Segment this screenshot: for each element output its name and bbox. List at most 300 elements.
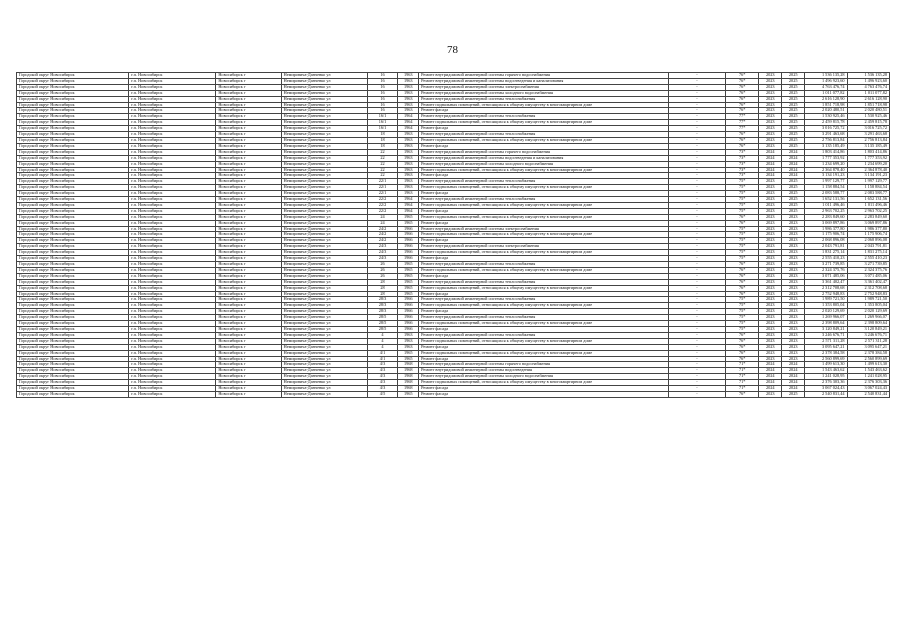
cell-cost-total: 2 364 878,40 (847, 167, 889, 173)
cell-year-end: 2025 (782, 73, 805, 79)
cell-district: Городской округ Новосибирск (17, 167, 129, 173)
cell-work: Ремонт фасада (419, 391, 669, 397)
cell-work: Ремонт фасада (419, 108, 669, 114)
cell-district: Городской округ Новосибирск (17, 179, 129, 185)
cell-year: 1963 (398, 90, 419, 96)
cell-cost-total: 1 986 377,80 (847, 226, 889, 232)
cell-work: Ремонт подвальных помещений, относящихся к общему имуществу в многоквартирном доме (419, 185, 669, 191)
cell-district: Городской округ Новосибирск (17, 185, 129, 191)
cell-cost: 3 095 647,21 (805, 344, 847, 350)
cell-cost-total: 3 069 897,86 (847, 220, 889, 226)
cell-work: Ремонт подвальных помещений, относящихся к общему имуществу в многоквартирном доме (419, 380, 669, 386)
cell-year-start: 2023 (759, 179, 782, 185)
cell-year-end: 2024 (782, 362, 805, 368)
cell-year: 1963 (398, 185, 419, 191)
cell-city: г.п. Новосибирск (129, 232, 216, 238)
cell-town: Новосибирск г (216, 344, 281, 350)
cell-code: 76* (726, 73, 759, 79)
cell-district: Городской округ Новосибирск (17, 291, 129, 297)
cell-work: Ремонт внутридомовой инженерной системы холодного водоснабжения (419, 374, 669, 380)
cell-district: Городской округ Новосибирск (17, 114, 129, 120)
cell-cost-total: 2 378 384,58 (847, 350, 889, 356)
cell-district: Городской округ Новосибирск (17, 149, 129, 155)
cell-year-end: 2024 (782, 149, 805, 155)
cell-code: 75* (726, 297, 759, 303)
cell-year-end: 2023 (782, 250, 805, 256)
cell-work: Ремонт фасада (419, 126, 669, 132)
cell-cost: 2 043 791,81 (805, 244, 847, 250)
cell-town: Новосибирск г (216, 161, 281, 167)
cell-year-end: 2023 (782, 303, 805, 309)
cell-house: 28/3 (367, 309, 398, 315)
cell-year-end: 2024 (782, 380, 805, 386)
cell-street: Немировича-Данченко ул (281, 321, 367, 327)
cell-cost: 2 540 831,44 (805, 391, 847, 397)
cell-district: Городской округ Новосибирск (17, 267, 129, 273)
cell-year-end: 2025 (782, 126, 805, 132)
cell-district: Городской округ Новосибирск (17, 321, 129, 327)
cell-city: г.п. Новосибирск (129, 220, 216, 226)
cell-cost: 1 986 377,80 (805, 226, 847, 232)
cell-cost-total: 2 560 899,69 (847, 356, 889, 362)
cell-code: 76* (726, 344, 759, 350)
cell-cost: 3 246 676,71 (805, 332, 847, 338)
cell-cost-total: 1 652 131,56 (847, 197, 889, 203)
cell-year-start: 2023 (759, 326, 782, 332)
cell-year-start: 2023 (759, 226, 782, 232)
cell-city: г.п. Новосибирск (129, 297, 216, 303)
cell-work: Ремонт фасада (419, 143, 669, 149)
cell-year-end: 2025 (782, 179, 805, 185)
cell-marker: - (668, 309, 725, 315)
cell-cost: 3 067 024,43 (805, 386, 847, 392)
cell-year-end: 2023 (782, 244, 805, 250)
cell-city: г.п. Новосибирск (129, 197, 216, 203)
cell-year-start: 2024 (759, 368, 782, 374)
cell-year-start: 2024 (759, 173, 782, 179)
cell-city: г.п. Новосибирск (129, 380, 216, 386)
cell-city: г.п. Новосибирск (129, 279, 216, 285)
cell-district: Городской округ Новосибирск (17, 161, 129, 167)
cell-code: 75* (726, 315, 759, 321)
cell-city: г.п. Новосибирск (129, 250, 216, 256)
cell-code: 75* (726, 256, 759, 262)
cell-work: Ремонт фасада (419, 309, 669, 315)
cell-year-start: 2023 (759, 244, 782, 250)
cell-house: 4 (367, 332, 398, 338)
cell-marker: - (668, 344, 725, 350)
cell-town: Новосибирск г (216, 297, 281, 303)
cell-marker: - (668, 285, 725, 291)
cell-marker: - (668, 114, 725, 120)
cell-cost: 3 071 485,06 (805, 273, 847, 279)
cell-year-end: 2023 (782, 256, 805, 262)
cell-street: Немировича-Данченко ул (281, 149, 367, 155)
cell-cost-total: 2 616 128,90 (847, 96, 889, 102)
cell-district: Городской округ Новосибирск (17, 90, 129, 96)
cell-work: Ремонт подвальных помещений, относящихся к общему имуществу в многоквартирном доме (419, 338, 669, 344)
cell-cost: 1 536 135,28 (805, 73, 847, 79)
cell-city: г.п. Новосибирск (129, 208, 216, 214)
cell-cost-total: 3 271 739,85 (847, 262, 889, 268)
cell-code: 71* (726, 368, 759, 374)
cell-district: Городской округ Новосибирск (17, 285, 129, 291)
cell-town: Новосибирск г (216, 96, 281, 102)
cell-street: Немировича-Данченко ул (281, 137, 367, 143)
cell-year-end: 2025 (782, 191, 805, 197)
cell-year-end: 2025 (782, 197, 805, 203)
cell-house: 16 (367, 84, 398, 90)
cell-year-start: 2023 (759, 279, 782, 285)
cell-town: Новосибирск г (216, 362, 281, 368)
cell-street: Немировича-Данченко ул (281, 214, 367, 220)
cell-street: Немировича-Данченко ул (281, 374, 367, 380)
cell-year-end: 2024 (782, 161, 805, 167)
cell-city: г.п. Новосибирск (129, 244, 216, 250)
cell-year: 1965 (398, 291, 419, 297)
cell-city: г.п. Новосибирск (129, 185, 216, 191)
cell-district: Городской округ Новосибирск (17, 202, 129, 208)
table-body (17, 73, 890, 398)
cell-cost-total: 3 361 402,47 (847, 279, 889, 285)
cell-house: 4/3 (367, 362, 398, 368)
cell-code: 76* (726, 78, 759, 84)
cell-marker: - (668, 326, 725, 332)
cell-town: Новосибирск г (216, 374, 281, 380)
cell-marker: - (668, 244, 725, 250)
cell-district: Городской округ Новосибирск (17, 309, 129, 315)
cell-cost: 1 158 884,54 (805, 185, 847, 191)
cell-house: 26 (367, 267, 398, 273)
cell-code: 75* (726, 250, 759, 256)
cell-cost: 1 499 613,30 (805, 362, 847, 368)
cell-marker: - (668, 143, 725, 149)
cell-cost: 2 963 702,25 (805, 208, 847, 214)
cell-street: Немировича-Данченко ул (281, 108, 367, 114)
cell-street: Немировича-Данченко ул (281, 356, 367, 362)
cell-cost: 3 135 185,49 (805, 143, 847, 149)
cell-town: Новосибирск г (216, 197, 281, 203)
cell-house: 26 (367, 262, 398, 268)
cell-cost-total: 3 135 185,49 (847, 143, 889, 149)
cell-year-end: 2024 (782, 155, 805, 161)
cell-work: Ремонт внутридомовой инженерной системы теплоснабжения (419, 96, 669, 102)
cell-street: Немировича-Данченко ул (281, 120, 367, 126)
cell-year-end: 2025 (782, 96, 805, 102)
cell-district: Городской округ Новосибирск (17, 368, 129, 374)
cell-marker: - (668, 356, 725, 362)
cell-code: 75* (726, 191, 759, 197)
cell-year-end: 2023 (782, 344, 805, 350)
cell-city: г.п. Новосибирск (129, 155, 216, 161)
cell-street: Немировича-Данченко ул (281, 368, 367, 374)
cell-code: 76* (726, 102, 759, 108)
cell-district: Городской округ Новосибирск (17, 191, 129, 197)
cell-house: 4/1 (367, 356, 398, 362)
cell-district: Городской округ Новосибирск (17, 303, 129, 309)
cell-house: 22/1 (367, 179, 398, 185)
cell-town: Новосибирск г (216, 262, 281, 268)
cell-cost-total: 1 011 077,82 (847, 90, 889, 96)
cell-cost-total: 2 555 410,23 (847, 256, 889, 262)
cell-cost: 3 134 191,23 (805, 173, 847, 179)
cell-work: Ремонт подвальных помещений, относящихся к общему имуществу в многоквартирном доме (419, 102, 669, 108)
cell-work: Ремонт фасада (419, 356, 669, 362)
cell-code: 76* (726, 143, 759, 149)
cell-cost-total: 2 068 896,08 (847, 238, 889, 244)
cell-cost-total: 3 095 647,21 (847, 344, 889, 350)
cell-year-end: 2023 (782, 220, 805, 226)
cell-town: Новосибирск г (216, 214, 281, 220)
cell-work: Ремонт подвальных помещений, относящихся к общему имуществу в многоквартирном доме (419, 137, 669, 143)
cell-code: 73* (726, 155, 759, 161)
cell-year: 1964 (398, 208, 419, 214)
cell-house: 22 (367, 173, 398, 179)
cell-street: Немировича-Данченко ул (281, 232, 367, 238)
cell-year-end: 2024 (782, 173, 805, 179)
cell-marker: - (668, 303, 725, 309)
cell-year-end: 2023 (782, 315, 805, 321)
cell-year-start: 2024 (759, 362, 782, 368)
cell-year: 1965 (398, 391, 419, 397)
cell-code: 76* (726, 273, 759, 279)
cell-house: 24/2 (367, 226, 398, 232)
cell-marker: - (668, 321, 725, 327)
cell-house: 28/5 (367, 315, 398, 321)
cell-year-start: 2023 (759, 321, 782, 327)
cell-marker: - (668, 102, 725, 108)
cell-cost: 2 083 588,77 (805, 191, 847, 197)
cell-year-end: 2025 (782, 102, 805, 108)
cell-work: Ремонт внутридомовой инженерной системы теплоснабжения (419, 315, 669, 321)
cell-work: Ремонт внутридомовой инженерной системы теплоснабжения (419, 197, 669, 203)
cell-house: 16/1 (367, 114, 398, 120)
cell-cost-total: 1 499 613,30 (847, 362, 889, 368)
cell-street: Немировича-Данченко ул (281, 179, 367, 185)
cell-year-end: 2023 (782, 214, 805, 220)
cell-city: г.п. Новосибирск (129, 238, 216, 244)
cell-street: Немировича-Данченко ул (281, 102, 367, 108)
cell-year: 1963 (398, 132, 419, 138)
cell-year: 1965 (398, 267, 419, 273)
cell-town: Новосибирск г (216, 338, 281, 344)
cell-year: 1963 (398, 179, 419, 185)
cell-cost-total: 3 067 024,43 (847, 386, 889, 392)
cell-work: Ремонт подвальных помещений, относящихся к общему имуществу в многоквартирном доме (419, 321, 669, 327)
cell-work: Ремонт подвальных помещений, относящихся к общему имуществу в многоквартирном доме (419, 285, 669, 291)
cell-work: Ремонт внутридомовой инженерной системы горячего водоснабжения (419, 362, 669, 368)
cell-marker: - (668, 279, 725, 285)
cell-district: Городской округ Новосибирск (17, 173, 129, 179)
cell-city: г.п. Новосибирск (129, 143, 216, 149)
cell-marker: - (668, 250, 725, 256)
cell-marker: - (668, 191, 725, 197)
cell-district: Городской округ Новосибирск (17, 279, 129, 285)
cell-cost: 1 269 966,07 (805, 315, 847, 321)
cell-marker: - (668, 391, 725, 397)
cell-city: г.п. Новосибирск (129, 350, 216, 356)
cell-house: 24/2 (367, 232, 398, 238)
cell-marker: - (668, 173, 725, 179)
cell-year-start: 2023 (759, 90, 782, 96)
cell-code: 77* (726, 114, 759, 120)
cell-year-start: 2024 (759, 374, 782, 380)
cell-street: Немировича-Данченко ул (281, 326, 367, 332)
cell-house: 24/3 (367, 244, 398, 250)
cell-work: Ремонт внутридомовой инженерной системы теплоснабжения (419, 279, 669, 285)
table-row (17, 391, 890, 397)
cell-street: Немировича-Данченко ул (281, 191, 367, 197)
cell-year-start: 2023 (759, 267, 782, 273)
cell-district: Городской округ Новосибирск (17, 96, 129, 102)
cell-year: 1963 (398, 167, 419, 173)
cell-city: г.п. Новосибирск (129, 326, 216, 332)
cell-district: Городской округ Новосибирск (17, 226, 129, 232)
cell-year-start: 2023 (759, 238, 782, 244)
cell-cost: 2 752 948,83 (805, 291, 847, 297)
cell-town: Новосибирск г (216, 143, 281, 149)
cell-year-start: 2023 (759, 202, 782, 208)
cell-marker: - (668, 386, 725, 392)
cell-marker: - (668, 232, 725, 238)
cell-street: Немировича-Данченко ул (281, 386, 367, 392)
cell-cost: 1 989 721,50 (805, 297, 847, 303)
cell-street: Немировича-Данченко ул (281, 78, 367, 84)
cell-work: Ремонт внутридомовой инженерной системы теплоснабжения (419, 262, 669, 268)
cell-cost: 3 361 402,47 (805, 279, 847, 285)
cell-cost-total: 1 158 884,54 (847, 185, 889, 191)
cell-cost: 1 353 805,04 (805, 303, 847, 309)
cell-year: 1966 (398, 315, 419, 321)
cell-house: 4 (367, 344, 398, 350)
cell-cost: 2 560 899,69 (805, 356, 847, 362)
cell-marker: - (668, 149, 725, 155)
cell-year-start: 2023 (759, 114, 782, 120)
cell-cost-total: 3 071 485,06 (847, 273, 889, 279)
cell-year-start: 2023 (759, 208, 782, 214)
cell-year: 1966 (398, 256, 419, 262)
cell-street: Немировича-Данченко ул (281, 126, 367, 132)
cell-work: Ремонт внутридомовой инженерной системы водоотведения (419, 368, 669, 374)
cell-house: 28 (367, 279, 398, 285)
cell-cost-total: 2 398 809,64 (847, 321, 889, 327)
cell-cost-total: 2 283 849,60 (847, 214, 889, 220)
cell-city: г.п. Новосибирск (129, 391, 216, 397)
cell-code: 76* (726, 137, 759, 143)
cell-code: 76* (726, 285, 759, 291)
cell-year-end: 2023 (782, 238, 805, 244)
cell-year: 1963 (398, 143, 419, 149)
cell-city: г.п. Новосибирск (129, 120, 216, 126)
cell-marker: - (668, 161, 725, 167)
page-number: 78 (447, 44, 458, 56)
cell-year: 1965 (398, 220, 419, 226)
cell-house: 16 (367, 73, 398, 79)
cell-year-start: 2023 (759, 96, 782, 102)
cell-year-end: 2023 (782, 279, 805, 285)
cell-house: 28 (367, 285, 398, 291)
cell-city: г.п. Новосибирск (129, 161, 216, 167)
cell-code: 76* (726, 267, 759, 273)
cell-marker: - (668, 267, 725, 273)
cell-year-end: 2025 (782, 114, 805, 120)
cell-work: Ремонт внутридомовой инженерной системы теплоснабжения (419, 132, 669, 138)
cell-year: 1968 (398, 362, 419, 368)
cell-cost-total: 2 043 791,81 (847, 244, 889, 250)
cell-year-start: 2023 (759, 315, 782, 321)
cell-town: Новосибирск г (216, 226, 281, 232)
cell-marker: - (668, 273, 725, 279)
cell-year: 1968 (398, 374, 419, 380)
cell-year-start: 2024 (759, 386, 782, 392)
cell-house: 22 (367, 161, 398, 167)
cell-street: Немировича-Данченко ул (281, 143, 367, 149)
cell-marker: - (668, 78, 725, 84)
cell-year: 1965 (398, 214, 419, 220)
cell-year: 1965 (398, 273, 419, 279)
cell-marker: - (668, 374, 725, 380)
cell-year-start: 2023 (759, 137, 782, 143)
cell-year-start: 2023 (759, 262, 782, 268)
cell-year-start: 2023 (759, 108, 782, 114)
cell-cost-total: 1 777 353,92 (847, 155, 889, 161)
cell-house: 26 (367, 273, 398, 279)
cell-cost: 3 016 725,72 (805, 126, 847, 132)
cell-district: Городской округ Новосибирск (17, 344, 129, 350)
cell-house: 24/2 (367, 238, 398, 244)
cell-street: Немировича-Данченко ул (281, 114, 367, 120)
cell-marker: - (668, 220, 725, 226)
cell-year-end: 2024 (782, 374, 805, 380)
cell-street: Немировича-Данченко ул (281, 84, 367, 90)
cell-year-end: 2025 (782, 137, 805, 143)
cell-year-end: 2025 (782, 108, 805, 114)
cell-marker: - (668, 332, 725, 338)
cell-marker: - (668, 167, 725, 173)
cell-street: Немировича-Данченко ул (281, 380, 367, 386)
cell-house: 22 (367, 155, 398, 161)
cell-year-end: 2025 (782, 132, 805, 138)
cell-town: Новосибирск г (216, 356, 281, 362)
cell-cost: 2 376 303,36 (805, 380, 847, 386)
cell-year: 1963 (398, 102, 419, 108)
cell-work: Ремонт фасада (419, 386, 669, 392)
cell-town: Новосибирск г (216, 232, 281, 238)
cell-district: Городской округ Новосибирск (17, 391, 129, 397)
cell-work: Ремонт внутридомовой инженерной системы теплоснабжения (419, 332, 669, 338)
cell-work: Ремонт внутридомовой инженерной системы горячего водоснабжения (419, 73, 669, 79)
cell-year: 1963 (398, 96, 419, 102)
cell-year-end: 2025 (782, 84, 805, 90)
cell-cost: 1 831 275,14 (805, 250, 847, 256)
cell-street: Немировича-Данченко ул (281, 167, 367, 173)
cell-street: Немировича-Данченко ул (281, 267, 367, 273)
cell-code: 76* (726, 291, 759, 297)
cell-town: Новосибирск г (216, 84, 281, 90)
cell-town: Новосибирск г (216, 244, 281, 250)
cell-street: Немировича-Данченко ул (281, 185, 367, 191)
cell-town: Новосибирск г (216, 332, 281, 338)
cell-cost-total: 2 312 708,68 (847, 285, 889, 291)
cell-cost-total: 3 016 725,72 (847, 126, 889, 132)
cell-year-end: 2024 (782, 386, 805, 392)
cell-year-start: 2023 (759, 273, 782, 279)
cell-marker: - (668, 315, 725, 321)
cell-town: Новосибирск г (216, 315, 281, 321)
cell-work: Ремонт внутридомовой инженерной системы холодного водоснабжения (419, 161, 669, 167)
cell-street: Немировича-Данченко ул (281, 291, 367, 297)
cell-marker: - (668, 132, 725, 138)
